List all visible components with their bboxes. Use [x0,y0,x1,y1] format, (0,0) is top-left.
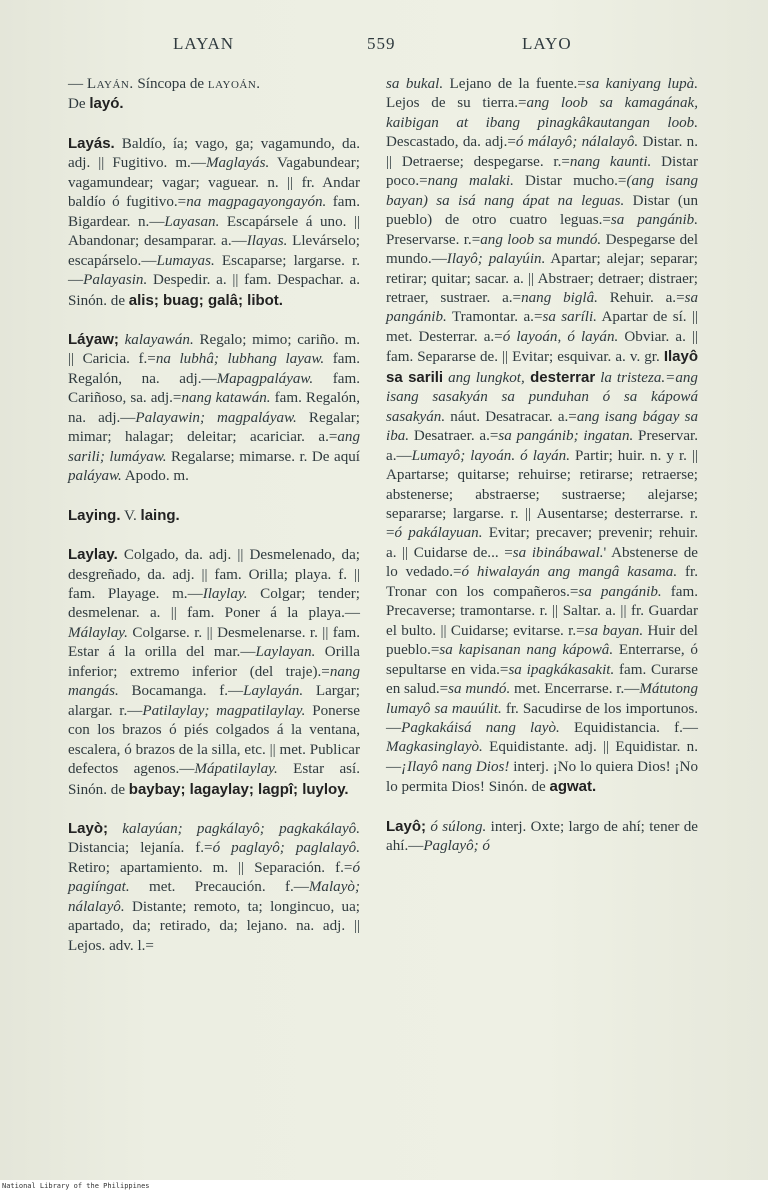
header-right-guide-word: LAYO [522,34,572,53]
headword-layo: Layò; [68,819,109,837]
left-column [68,75,360,956]
cross-reference: Ilayô sa sarili [386,348,698,386]
entry-layo: Layò; kalayúan; pagkálayô; pagkakálayô. Distancia; lejanía. f.=ó paglayô; paglalayô. Retiro; apartamiento. m. || Separación. f.=ó pagiíngat. met. Precaución. f.—Malayò; nálalayô. Distante; remoto, ta; longincuo, ua; apartado, da; retirado, da; lejano. na. adj. || Lejos. adv. l.= [68,819,360,954]
entry-layaw: Láyaw; kalayawán. Regalo; mimo; cariño. m. || Caricia. f.=na lubhâ; lubhang layaw. fam. Regalón, na. adj.—Mapagpaláyaw. fam. Cariñoso, sa. adj.=nang katawán. fam. Regalón, na. adj.—Palayawin; magpaláyaw. Regalar; mimar; halagar; deleitar; acariciar. a.=ang sarili; lumáyaw. Regalarse; mimarse. r. De aquí paláyaw. Apodo. m. [68,330,361,485]
entry-layas: Layás. Baldío, ía; vago, ga; vagamundo, da. adj. || Fugitivo. m.—Maglayás. Vagabundear; vagamundear; vagar; vaguear. n. || fr. Andar baldío ó fugitivo.=na magpagayongayón. fam. Bigardear. n.—Layasan. Escapársele á uno. || Abandonar; desamparar. a.—Ilayas. Llevárselo; escapárselo.—Lumayas. Escaparse; largarse. r.—Palayasin. Despedir. a. || fam. Despachar. a. Sinón. de alis; buag; galâ; libot. [68,134,360,309]
entry-layo-interjection: Layô; ó súlong. interj. Oxte; largo de ahí; tener de ahí.—Paglayô; ó [386,817,699,855]
cross-reference: desterrar [524,368,596,386]
headword-laylay: Laylay. [68,546,118,564]
entry-layo-continued: sa bukal. Lejano de la fuente.=sa kaniyang lupà. Lejos de su tierra.=ang loob sa kamagának, kaibigan at ibang pinagkâkautangan loob. Descastado, da. adj.=ó málayô; nálalayô. Distar. n. || Detraerse; despegarse. r.=nang kaunti. Distar poco.=nang malaki. Distar mucho.=(ang isang bayan) sa isá nang ápat na leguas. Distar (un pueblo) de otro cuatro leguas.=sa pangánib. Preservarse. r.=ang loob sa mundó. Despegarse del mundo.—Ilayô; palayúin. Apartar; alejar; separar; retirar; quitar; sacar. a. || Abstraer; detraer; distraer; retraer, sustraer. a.=nang biglâ. Rehuir. a.=sa pangánib. Tramontar. a.=sa saríli. Apartar de sí. || met. Desterrar. a.=ó layoán, ó layán. Obviar. a. || fam. Separarse de. || Evitar; esquivar. a. v. gr. Ilayô sa sarili ang lungkot, desterrar la tristeza.=ang isang sasakyán sa punduhan ó sa kápowá sasakyán. náut. Desatracar. a.=ang isang bágay sa iba. Desatraer. a.=sa pangánib; ingatan. Preservar. a.—Lumayô; layoán. ó layán. Partir; huir. n. y r. || Apartarse; quitarse; rehuirse; retirarse; retraerse; abstenerse; abstraerse; sustraerse; alejarse; separarse; largarse. r. || Ausentarse; desterrarse. r. =ó pakálayuan. Evitar; precaver; prevenir; rehuir. a. || Cuidarse de... =sa ibinábawal.' Abstenerse de lo vedado.=ó hiwalayán ang mangâ kasama. fr. Tronar con los compañeros.=sa pangánib. fam. Precaverse; tramontarse. r. || Saltar. a. || fr. Guardar el bulto. || Cuidarse; evitarse. r.=sa bayan. Huir del pueblo.=sa kapisanan nang kápowâ. Enterrarse, ó sepultarse en vida.=sa ipagkákasakit. fam. Curarse en salud.=sa mundó. met. Encerrarse. r.—Mátutong lumayô sa mauúlit. fr. Sacudirse de los importunos.—Pagkakáisá nang layò. Equidistancia. f.—Magkasinglayò. Equidistante. adj. || Equidistar. n.—¡Ilayô nang Dios! interj. ¡No lo quiera Dios! ¡No lo permita Dios! Sinón. de agwat. [386,76,699,796]
header-left-guide-word: LAYAN [173,34,235,53]
headword-layaw: Láyaw; [68,330,119,348]
cross-reference: agwat. [549,778,597,796]
entry-laylay: Laylay. Colgado, da. adj. || Desmelenado, da; desgreñado, da. adj. || fam. Orilla; playa. f. || fam. Playage. m.—Ilaylay. Colgar; tender; desmelenar. a. || fam. Poner á la playa.—Málaylay. Colgarse. r. || Desmelenarse. r. || fam. Estar á la orilla del mar.—Laylayan. Orilla inferior; extremo inferior (del traje).=nang mangás. Bocamanga. f.—Laylayán. Largar; alargar. r.—Patilaylay; magpatilaylay. Ponerse con los brazos ó piés colgados á la ventana, escalera, ó brazos de la silla, etc. || met. Publicar defectos agenos.—Mápatilaylay. Estar así. Sinón. de baybay; lagaylay; lagpî; luyloy. [68,546,361,798]
headword-laying: Laying. [68,506,121,524]
headword-layas: Layás. [68,134,115,152]
right-column [386,75,698,857]
page-header [0,34,768,58]
cross-reference: laing. [140,506,180,524]
headword-layan: Layán. [86,76,134,92]
page-number: 559 [367,34,396,53]
headword-layo-interj: Layô; [386,817,427,835]
cross-reference: alis; buag; galâ; libot. [128,291,283,309]
entry-laying: Laying. V. laing. [68,506,180,524]
entry-layan: — Layán. Síncopa de layoán. De layó. [68,76,261,113]
library-credit: National Library of the Philippines [0,1180,768,1193]
cross-reference: layó. [89,95,124,113]
cross-reference: baybay; lagaylay; lagpî; luyloy. [128,780,349,798]
